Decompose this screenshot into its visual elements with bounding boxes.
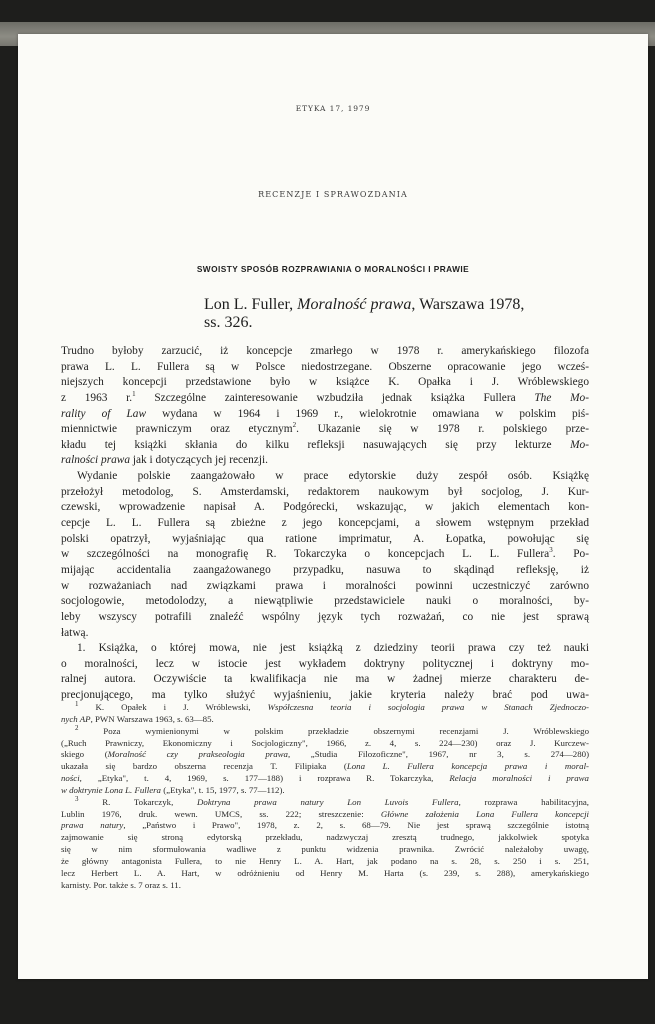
text-run: 1. Książka, o której mowa, nie jest książką z dziedziny teorii prawa czy też nauki xyxy=(77,642,589,655)
footnote-line xyxy=(61,856,589,868)
italic-text: Główne założenia Lona Fullera koncepcji xyxy=(380,808,589,819)
text-run: o moralności, lecz w istocie jest wykładem doktryny politycznej i doktryny mo- xyxy=(61,657,589,670)
italic-text: rality of Law xyxy=(61,407,147,420)
body-line xyxy=(61,453,589,469)
body-line xyxy=(61,391,589,407)
footnote-line xyxy=(61,702,589,714)
text-run: Poza wymienionymi w polskim przekładzie obszernymi recenzjami J. Wróblewskiego xyxy=(78,725,589,736)
running-header: ETYKA 17, 1979 xyxy=(295,104,371,113)
footnote-line xyxy=(61,880,589,892)
footnote-line xyxy=(61,738,589,750)
text-run: precjonującego, ma tylko służyć wyjaśnieniu, jakie kryteria należy brać pod uwa- xyxy=(61,689,589,702)
footnote-line xyxy=(61,761,589,773)
footnote-line xyxy=(61,785,589,797)
body-line xyxy=(61,485,589,501)
body-line xyxy=(61,438,589,454)
text-run: , PWN Warszawa 1963, s. 63—85. xyxy=(90,713,214,724)
footnote-line xyxy=(61,820,589,832)
body-line xyxy=(61,500,589,516)
text-run: prawa L. L. Fullera są w Polsce niedostrzegane. Obszerne opracowanie jego wcześ- xyxy=(61,360,589,373)
text-run: leby wszyscy potrafili znaleźć wspólny język tych rozważań, co nie jest sprawą xyxy=(61,610,589,623)
text-run: lecz Herbert L. A. Hart, w odróżnieniu od Henry M. Harta (s. 239, s. 288), amerykańskiego xyxy=(61,867,589,878)
text-run: , „Studia Filozoficzne", 1967, nr 3, s. 274—280) xyxy=(287,749,590,760)
text-run: . Ukazanie się w 1978 r. polskiego prze- xyxy=(296,423,589,436)
text-run: , „Etyka", t. 4, 1969, s. 177—188) i rozprawa R. Tokarczyka, xyxy=(79,773,450,784)
book-pages: ss. 326. xyxy=(204,314,253,331)
footnote-line xyxy=(61,794,590,809)
text-run: się w nim sformułowania wadliwe z punktu widzenia prawnika. Zwrócić należałoby uwagę, xyxy=(61,844,589,855)
italic-text: prawa natury xyxy=(61,820,124,831)
book-author: Lon L. Fuller, xyxy=(204,296,298,313)
body-line xyxy=(61,407,589,423)
body-line xyxy=(61,344,589,360)
footnotes xyxy=(61,702,589,892)
italic-text: ralności prawa xyxy=(61,454,131,467)
text-run: („Ruch Prawniczy, Ekonomiczny i Socjologiczny", 1966, z. 4, s. 224—230) oraz J. Kurczew- xyxy=(61,737,589,748)
footnote-line xyxy=(61,773,589,785)
article-title: SWOISTY SPOSÓB ROZPRAWIANIA O MORALNOŚCI I PRAWIE xyxy=(196,264,470,274)
text-run: Trudno byłoby zarzucić, iż koncepcje zmarłego w 1978 r. amerykańskiego filozofa xyxy=(61,345,589,357)
footnote-line xyxy=(61,868,589,880)
italic-text: nych AP xyxy=(61,713,91,724)
text-run: łatwą. xyxy=(61,626,89,639)
footnote-marker: 3 xyxy=(75,794,79,803)
section-heading: RECENZJE I SPRAWOZDANIA xyxy=(258,190,408,199)
text-run: wydana w 1964 i 1969 r., wielokrotnie omawiana w polskim piś- xyxy=(146,407,589,420)
text-run: przełożył metodolog, S. Amsterdamski, redaktorem naukowym był socjolog, J. Kur- xyxy=(61,485,589,498)
body-line xyxy=(61,610,589,626)
italic-text: Lona L. Fullera koncepcja prawa i moral- xyxy=(346,761,589,772)
body-line xyxy=(61,594,589,610)
text-run: cepcje L. L. Fullera są zbieżne z jego koncepcjami, a słowem wstępnym przekład xyxy=(61,517,589,530)
text-run: miennictwie prawniczym oraz etycznym xyxy=(61,423,293,436)
body-line xyxy=(61,547,589,563)
text-run: Szczególne zainteresowanie wzbudziła jednak książka Fullera xyxy=(135,391,535,404)
text-run: , rozprawa habilitacyjna, xyxy=(458,796,590,807)
footnote-line xyxy=(61,723,589,738)
italic-text: w doktrynie Lona L. Fullera xyxy=(61,784,161,795)
text-run: mijając accidentalia zaangażowanego przypadku, nasuwa to skądinąd refleksję, iż xyxy=(61,563,589,576)
italic-text: Mo- xyxy=(570,438,589,451)
footnote-marker: 1 xyxy=(132,390,136,399)
footnote-marker: 3 xyxy=(549,546,553,555)
text-run: w rozważaniach nad związkami prawa i moralności powinni uczestniczyć zarówno xyxy=(61,579,589,592)
italic-text: The Mo- xyxy=(534,391,589,404)
text-run: z 1963 r. xyxy=(61,391,133,404)
text-run: że główny antagonista Fullera, to nie Henry L. A. Hart, jak podano na s. 28, s. 250 i s. 251, xyxy=(61,855,589,866)
footnote-line xyxy=(61,832,589,844)
text-run: w szczególności na monografię R. Tokarczyka o koncepcjach L. L. Fullera xyxy=(61,548,550,561)
text-run: . Po- xyxy=(552,548,590,561)
text-run: , „Państwo i Prawo", 1978, z. 2, s. 68—79. Nie jest sprawą szczególnie istotną xyxy=(123,820,589,831)
italic-text: ności xyxy=(61,773,80,784)
footnote-line xyxy=(61,714,589,726)
footnote-line xyxy=(61,749,589,761)
body-line xyxy=(61,422,589,438)
text-run: socjologowie, metodolodzy, a niewątpliwie przedstawiciele nauki o moralności, by- xyxy=(61,595,589,608)
footnote-marker: 2 xyxy=(292,421,297,430)
text-run: niejszych koncepcji przedstawione było w książce K. Opałka i J. Wróblewskiego xyxy=(61,376,589,389)
book-citation xyxy=(204,296,574,332)
body-line xyxy=(61,469,589,485)
text-run: skiego ( xyxy=(61,749,108,760)
body-line xyxy=(61,657,589,673)
text-run: jak i dotyczących jej recenzji. xyxy=(130,454,268,467)
book-work-title: Moralność prawa xyxy=(297,296,412,313)
text-run: polski opatrzył, wyjaśniając qua ratione imprimatur, A. Łopatka, powołując się xyxy=(61,532,589,545)
footnote-marker: 1 xyxy=(75,700,79,709)
body-line xyxy=(61,563,589,579)
body-line xyxy=(61,532,589,548)
book-place-year: , Warszawa 1978, xyxy=(411,296,525,313)
text-run: ukazała się bardzo obszerna recenzja T. Filipiaka ( xyxy=(61,761,347,772)
text-run: („Etyka", t. 15, 1977, s. 77—112). xyxy=(160,784,285,795)
text-run: czewski, wprowadzenie napisał A. Podgórecki, wskazując, w jakich elementach kon- xyxy=(61,501,589,514)
footnote-line xyxy=(61,809,589,821)
body-line xyxy=(61,516,589,532)
italic-text: Relacja moralności i prawa xyxy=(449,773,589,784)
body-line xyxy=(61,579,589,595)
body-line xyxy=(61,360,589,376)
text-run: kładu tej książki skłania do kilku refleksji nasuwających się przy lekturze xyxy=(61,438,571,451)
text-run: zajmowanie się stroną edytorską przekładu, nadzwyczaj zresztą trudnego, jakkolwiek spotyka xyxy=(61,832,589,843)
body-line xyxy=(61,375,589,391)
text-run: Wydanie polskie zaangażowało w prace edytorskie duży zespół osób. Książkę xyxy=(77,470,589,483)
text-run: Lublin 1976, druk. wewn. UMCS, ss. 222; streszczenie: xyxy=(61,808,381,819)
text-run: R. Tokarczyk, xyxy=(78,796,198,807)
body-line xyxy=(61,672,589,688)
body-line xyxy=(61,641,589,657)
document-page xyxy=(18,34,648,979)
italic-text: Doktryna prawa natury Lon Luvois Fullera xyxy=(197,796,459,807)
text-run: ralnej autora. Oczywiście ta kwalifikacja nie ma w żadnej mierze charakteru de- xyxy=(61,673,589,686)
body-text xyxy=(61,344,589,704)
footnote-line xyxy=(61,844,589,856)
text-run: K. Opałek i J. Wróblewski, xyxy=(78,702,268,712)
italic-text: Współczesna teoria i socjologia prawa w Stanach Zjednoczo- xyxy=(267,702,590,712)
italic-text: Moralność czy prakseologia prawa xyxy=(107,749,288,760)
text-run: karnisty. Por. także s. 7 oraz s. 11. xyxy=(61,879,181,890)
body-line xyxy=(61,626,589,642)
footnote-marker: 2 xyxy=(75,723,79,732)
